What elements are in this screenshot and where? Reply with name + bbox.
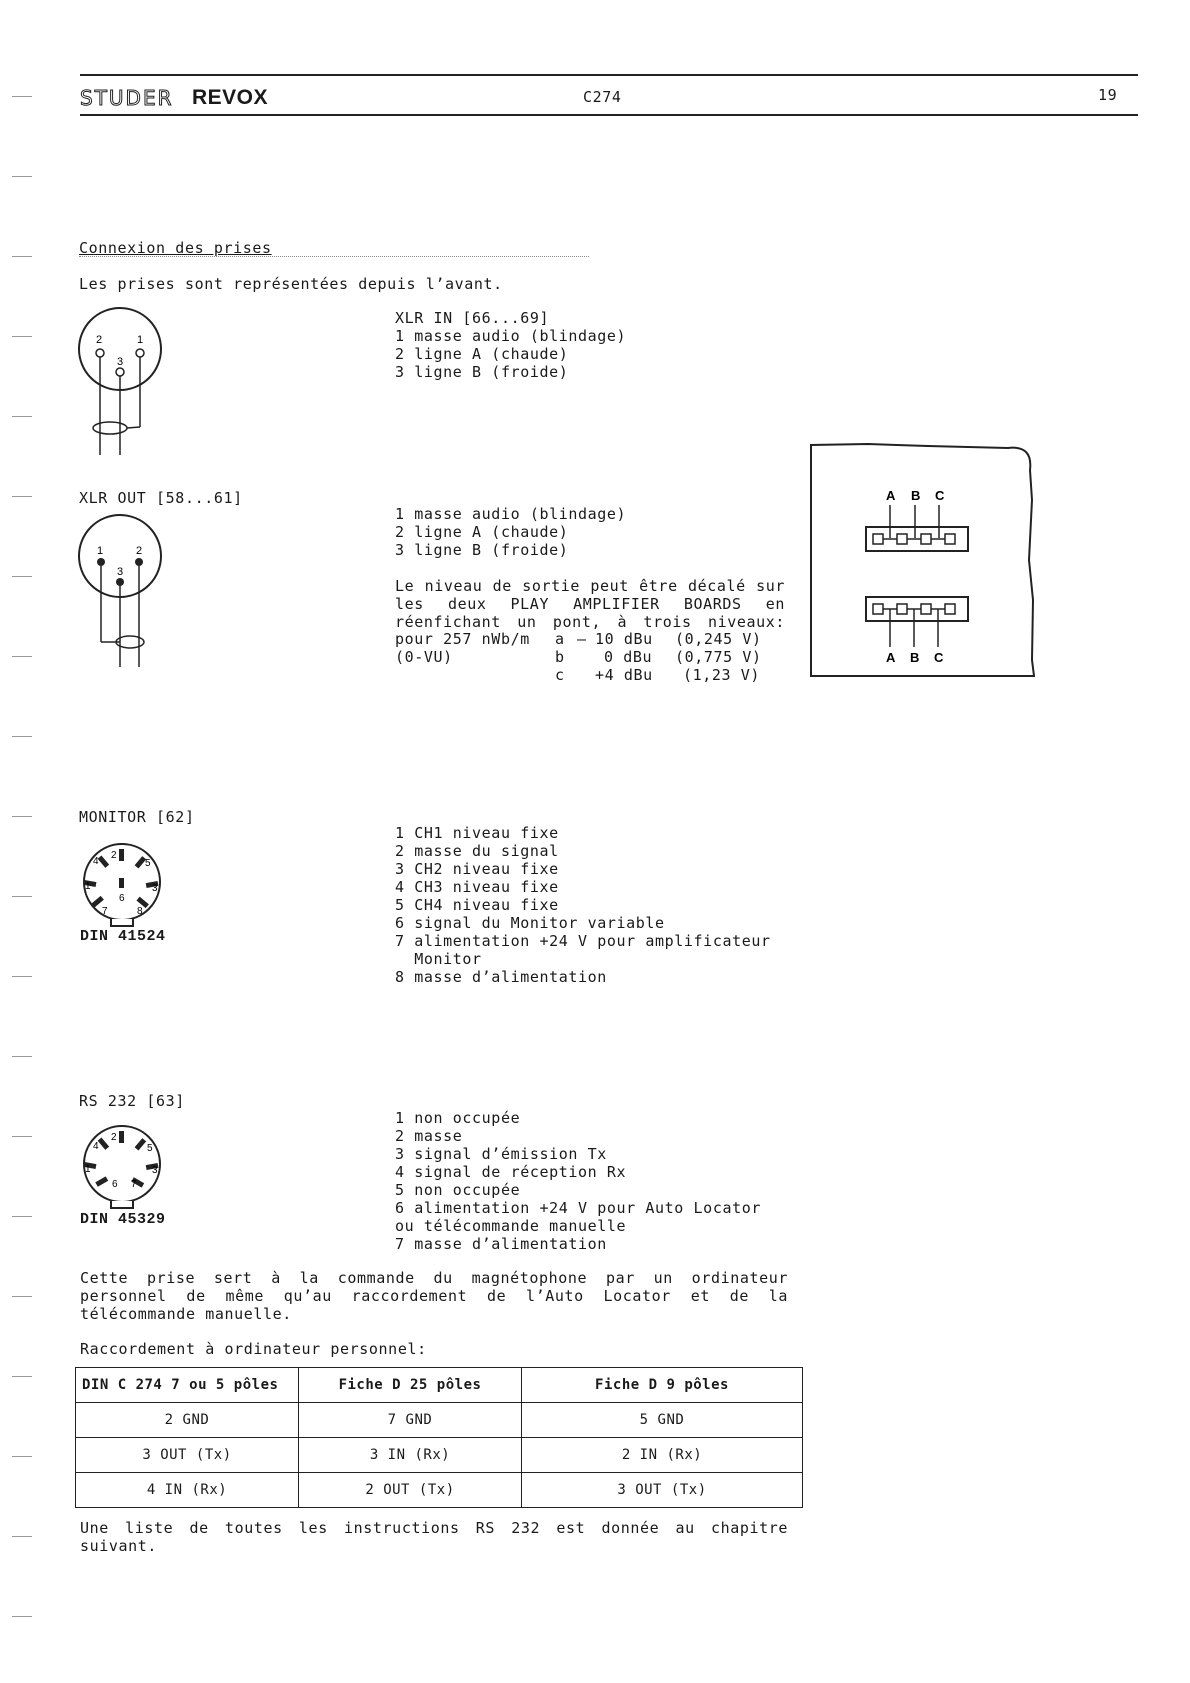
table-cell: 2 GND bbox=[76, 1403, 299, 1438]
pin-label: 3 bbox=[117, 356, 124, 368]
pin-label: 1 bbox=[97, 545, 104, 557]
pin-line: 2 masse bbox=[395, 1127, 463, 1145]
monitor-title: MONITOR [62] bbox=[79, 808, 195, 826]
pin-label: 7 bbox=[102, 906, 108, 917]
level-volts: (1,23 V) bbox=[683, 666, 761, 684]
table-cell: 3 IN (Rx) bbox=[299, 1438, 522, 1473]
jumper-label: C bbox=[934, 650, 944, 665]
table-header-cell: Fiche D 25 pôles bbox=[299, 1368, 522, 1403]
table-cell: 3 OUT (Tx) bbox=[76, 1438, 299, 1473]
pin-label: 7 bbox=[131, 1179, 137, 1190]
pin-label: 8 bbox=[137, 906, 143, 917]
revox-logo: REVOX bbox=[192, 86, 269, 109]
pin-line: 6 signal du Monitor variable bbox=[395, 914, 665, 932]
pin-label: 5 bbox=[145, 858, 151, 869]
rs232-din-label: DIN 45329 bbox=[80, 1211, 166, 1228]
level-volts: (0,775 V) bbox=[675, 648, 762, 666]
xlr-out-pinout bbox=[395, 505, 626, 559]
model-number: C274 bbox=[583, 88, 622, 106]
table-header-cell: DIN C 274 7 ou 5 pôles bbox=[76, 1368, 299, 1403]
pin-line: 5 CH4 niveau fixe bbox=[395, 896, 559, 914]
table-row bbox=[76, 1438, 803, 1473]
pin-line: 1 non occupée bbox=[395, 1109, 521, 1127]
pin-line: Monitor bbox=[395, 950, 482, 968]
jumper-bridge-diagram bbox=[808, 440, 1038, 680]
table-row bbox=[76, 1403, 803, 1438]
pin-label: 5 bbox=[147, 1143, 153, 1154]
section-intro: Les prises sont représentées depuis l’avant. bbox=[79, 275, 503, 293]
xlr-in-pinout bbox=[395, 309, 626, 381]
pin-line: 3 ligne B (froide) bbox=[395, 363, 569, 381]
level-value: 10 dBu bbox=[595, 630, 653, 648]
pin-line: 4 CH3 niveau fixe bbox=[395, 878, 559, 896]
pin-line: 3 ligne B (froide) bbox=[395, 541, 569, 559]
pin-label: 6 bbox=[119, 893, 125, 904]
jumper-label: A bbox=[886, 650, 896, 665]
pin-line: 4 signal de réception Rx bbox=[395, 1163, 627, 1181]
level-volts: (0,245 V) bbox=[675, 630, 762, 648]
xlr-in-connector-diagram bbox=[70, 305, 190, 465]
pin-label: 6 bbox=[112, 1179, 118, 1190]
pin-line: 5 non occupée bbox=[395, 1181, 521, 1199]
pin-label: 1 bbox=[85, 1164, 91, 1175]
monitor-din-label: DIN 41524 bbox=[80, 928, 166, 945]
pin-line: 6 alimentation +24 V pour Auto Locator bbox=[395, 1199, 761, 1217]
footer-note: Une liste de toutes les instructions RS 232 est donnée au chapitre suivant. bbox=[80, 1519, 788, 1555]
table-cell: 2 IN (Rx) bbox=[522, 1438, 803, 1473]
pin-line: 8 masse d’alimentation bbox=[395, 968, 607, 986]
pin-line: 1 masse audio (blindage) bbox=[395, 327, 627, 345]
table-cell: 7 GND bbox=[299, 1403, 522, 1438]
xlr-out-connector-diagram bbox=[70, 512, 190, 672]
rs232-pinout bbox=[395, 1109, 761, 1253]
xlr-in-title: XLR IN [66...69] bbox=[395, 309, 550, 327]
pin-label: 3 bbox=[117, 566, 124, 578]
jumper-label: B bbox=[910, 650, 920, 665]
pin-label: 3 bbox=[152, 883, 158, 894]
din-8-pin-connector-diagram bbox=[78, 838, 178, 938]
studer-logo: STUDER bbox=[80, 86, 174, 110]
pin-line: 3 signal d’émission Tx bbox=[395, 1145, 607, 1163]
pin-line: 2 masse du signal bbox=[395, 842, 559, 860]
pin-label: 1 bbox=[137, 334, 144, 346]
rs232-description: Cette prise sert à la commande du magnétophone par un ordinateur personnel de même qu’au raccordement de l’Auto Locator et de la télécommande manuelle. bbox=[80, 1269, 788, 1323]
din-7-pin-connector-diagram bbox=[78, 1120, 178, 1220]
xlr-out-title: XLR OUT [58...61] bbox=[79, 489, 243, 507]
pin-label: 2 bbox=[136, 545, 143, 557]
pin-label: 3 bbox=[152, 1165, 158, 1176]
level-row bbox=[395, 648, 795, 666]
level-prefix: pour 257 nWb/m bbox=[395, 630, 530, 648]
section-title: Connexion des prises bbox=[79, 239, 272, 257]
table-cell: 5 GND bbox=[522, 1403, 803, 1438]
pc-connection-table bbox=[75, 1367, 803, 1508]
pin-label: 4 bbox=[93, 856, 99, 867]
table-cell: 4 IN (Rx) bbox=[76, 1473, 299, 1508]
level-key: b bbox=[555, 648, 565, 666]
level-dash: – bbox=[577, 630, 587, 648]
table-header-cell: Fiche D 9 pôles bbox=[522, 1368, 803, 1403]
output-level-table bbox=[395, 630, 795, 684]
rs232-title: RS 232 [63] bbox=[79, 1092, 185, 1110]
level-value: +4 dBu bbox=[595, 666, 653, 684]
pin-label: 1 bbox=[85, 881, 91, 892]
title-underline bbox=[79, 256, 589, 257]
monitor-pinout bbox=[395, 824, 771, 986]
jumper-label: B bbox=[911, 488, 921, 503]
pin-line: 2 ligne A (chaude) bbox=[395, 523, 569, 541]
pin-line: 7 masse d’alimentation bbox=[395, 1235, 607, 1253]
pin-label: 2 bbox=[96, 334, 103, 346]
pin-line: 3 CH2 niveau fixe bbox=[395, 860, 559, 878]
page-number: 19 bbox=[1098, 86, 1118, 104]
pin-label: 2 bbox=[111, 850, 117, 861]
level-key: c bbox=[555, 666, 565, 684]
pin-line: 2 ligne A (chaude) bbox=[395, 345, 569, 363]
pin-label: 2 bbox=[111, 1132, 117, 1143]
jumper-label: C bbox=[935, 488, 945, 503]
pin-line: ou télécommande manuelle bbox=[395, 1217, 627, 1235]
jumper-label: A bbox=[886, 488, 896, 503]
level-row bbox=[395, 630, 795, 648]
table-header-row bbox=[76, 1368, 803, 1403]
pin-line: 7 alimentation +24 V pour amplificateur bbox=[395, 932, 771, 950]
pc-connection-heading: Raccordement à ordinateur personnel: bbox=[80, 1340, 427, 1358]
output-level-note: Le niveau de sortie peut être décalé sur les deux PLAY AMPLIFIER BOARDS en réenfichant un pont, à trois niveaux: bbox=[395, 577, 785, 631]
pin-label: 4 bbox=[93, 1141, 99, 1152]
pin-line: 1 CH1 niveau fixe bbox=[395, 824, 559, 842]
table-cell: 3 OUT (Tx) bbox=[522, 1473, 803, 1508]
level-row bbox=[395, 666, 795, 684]
table-cell: 2 OUT (Tx) bbox=[299, 1473, 522, 1508]
pin-line: 1 masse audio (blindage) bbox=[395, 505, 627, 523]
table-row bbox=[76, 1473, 803, 1508]
level-key: a bbox=[555, 630, 565, 648]
level-value: 0 dBu bbox=[604, 648, 653, 666]
level-prefix: (0-VU) bbox=[395, 648, 453, 666]
